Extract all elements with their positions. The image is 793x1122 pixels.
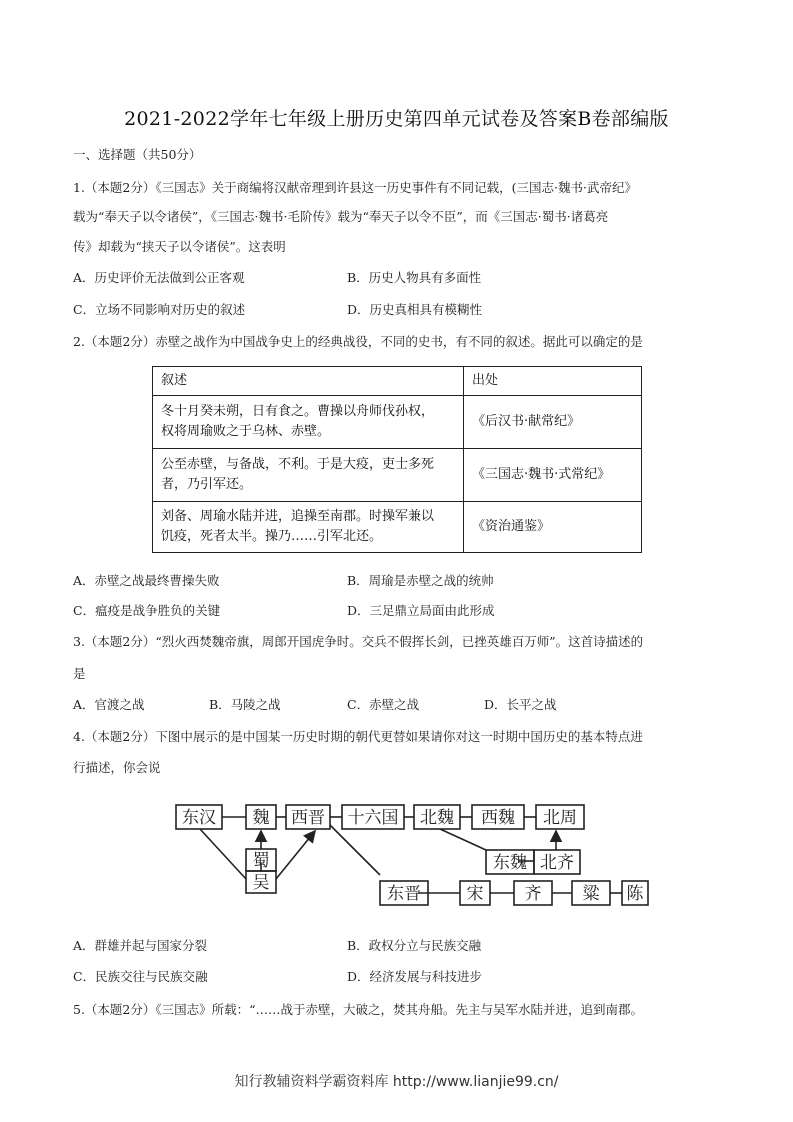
table-row bbox=[153, 502, 642, 553]
q1-stem-line-3: 传》却载为“挟天子以令诸侯”。这表明 bbox=[73, 239, 286, 254]
narrative-line: 冬十月癸未朔，日有食之。曹操以舟师伐孙权， bbox=[161, 404, 435, 419]
node-shiliuguo: 十六国 bbox=[347, 808, 399, 828]
node-wu: 吴 bbox=[252, 873, 270, 893]
table-cell-narrative bbox=[153, 449, 464, 502]
narrative-line: 饥疫，死者太半。操乃……引军北还。 bbox=[161, 529, 383, 544]
node-liang: 粱 bbox=[582, 884, 600, 904]
narrative-line: 公至赤壁，与备战，不利。于是大疫，吏士多死 bbox=[161, 457, 435, 472]
section-heading: 一、选择题（共50分） bbox=[73, 147, 202, 162]
node-beiwei: 北魏 bbox=[420, 808, 454, 828]
table-cell-source: 《三国志·魏书·式常纪》 bbox=[464, 449, 642, 502]
node-donghan: 东汉 bbox=[182, 808, 216, 828]
q3-stem-line-2: 是 bbox=[73, 666, 86, 681]
q2-stem: 2.（本题2分）赤壁之战作为中国战争史上的经典战役，不同的史书，有不同的叙述。据此可以确定的是 bbox=[73, 334, 643, 349]
node-qi: 齐 bbox=[524, 884, 542, 904]
q1-option-d[interactable]: D．历史真相具有模糊性 bbox=[347, 302, 483, 317]
q1-option-c[interactable]: C．立场不同影响对历史的叙述 bbox=[73, 302, 246, 317]
q3-option-b[interactable]: B．马陵之战 bbox=[209, 697, 281, 712]
table-row bbox=[153, 396, 642, 449]
table-header-narrative: 叙述 bbox=[153, 367, 464, 396]
q2-option-c[interactable]: C．瘟疫是战争胜负的关键 bbox=[73, 603, 221, 618]
narrative-line: 刘备、周瑜水陆并进，追操至南郡。时操军兼以 bbox=[161, 509, 435, 524]
node-dongjin: 东晋 bbox=[387, 884, 421, 904]
table-cell-source: 《资治通鉴》 bbox=[464, 502, 642, 553]
node-wei: 魏 bbox=[252, 808, 270, 828]
node-xijin: 西晋 bbox=[291, 808, 325, 828]
q4-option-a[interactable]: A．群雄并起与国家分裂 bbox=[73, 938, 208, 953]
table-header-source: 出处 bbox=[464, 367, 642, 396]
q4-option-d[interactable]: D．经济发展与科技进步 bbox=[347, 969, 483, 984]
footer-watermark[interactable]: 知行教辅资料学霸资料库 http://www.lianjie99.cn/ bbox=[234, 1074, 559, 1090]
q4-option-b[interactable]: B．政权分立与民族交融 bbox=[347, 938, 482, 953]
narrative-line: 者，乃引军还。 bbox=[161, 477, 253, 492]
table-row bbox=[153, 449, 642, 502]
q1-option-a[interactable]: A．历史评价无法做到公正客观 bbox=[73, 270, 245, 285]
dynasty-succession-diagram bbox=[170, 795, 650, 913]
q1-stem-line-2: 载为“奉天子以令诸侯”，《三国志·魏书·毛阶传》载为“奉天子以令不臣”，而《三国志·蜀书·诸葛亮 bbox=[73, 209, 609, 224]
q2-source-table bbox=[152, 366, 642, 553]
q4-stem-line-2: 行描述，你会说 bbox=[73, 760, 161, 775]
table-cell-source: 《后汉书·献常纪》 bbox=[464, 396, 642, 449]
q1-option-b[interactable]: B．历史人物具有多面性 bbox=[347, 270, 482, 285]
node-dongwei: 东魏 bbox=[493, 853, 527, 873]
node-chen: 陈 bbox=[626, 884, 644, 904]
q3-option-a[interactable]: A．官渡之战 bbox=[73, 697, 145, 712]
table-cell-narrative bbox=[153, 396, 464, 449]
q5-stem-line-1: 5.（本题2分）《三国志》所载：“……战于赤壁，大破之，焚其舟船。先主与吴军水陆并进，追到南郡。 bbox=[73, 1002, 644, 1017]
node-beizhou: 北周 bbox=[543, 808, 577, 828]
q4-stem-line-1: 4.（本题2分）下图中展示的是中国某一历史时期的朝代更替如果请你对这一时期中国历史的基本特点进 bbox=[73, 729, 643, 744]
node-shu: 蜀 bbox=[252, 851, 270, 871]
q2-option-b[interactable]: B．周瑜是赤壁之战的统帅 bbox=[347, 573, 494, 588]
q1-stem-line-1: 1.（本题2分）《三国志》关于商编将汉献帝理到许县这一历史事件有不同记载，(三国志·魏书·武帝纪》 bbox=[73, 180, 637, 195]
narrative-line: 权将周瑜败之于乌林、赤壁。 bbox=[161, 424, 331, 439]
node-song: 宋 bbox=[466, 884, 484, 904]
q3-stem-line-1: 3.（本题2分）“烈火西焚魏帝旗，周郎开国虎争时。交兵不假挥长剑，已挫英雄百万师”。这首诗描述的 bbox=[73, 634, 644, 649]
q3-option-d[interactable]: D．长平之战 bbox=[484, 697, 557, 712]
node-beiqi: 北齐 bbox=[540, 853, 574, 873]
q2-option-d[interactable]: D．三足鼎立局面由此形成 bbox=[347, 603, 495, 618]
q3-option-c[interactable]: C．赤壁之战 bbox=[347, 697, 420, 712]
node-xiwei: 西魏 bbox=[481, 808, 515, 828]
q4-option-c[interactable]: C．民族交往与民族交融 bbox=[73, 969, 208, 984]
table-header-row bbox=[153, 367, 642, 396]
q2-option-a[interactable]: A．赤壁之战最终曹操失败 bbox=[73, 573, 220, 588]
page-title: 2021-2022学年七年级上册历史第四单元试卷及答案B卷部编版 bbox=[124, 108, 669, 130]
table-cell-narrative bbox=[153, 502, 464, 553]
